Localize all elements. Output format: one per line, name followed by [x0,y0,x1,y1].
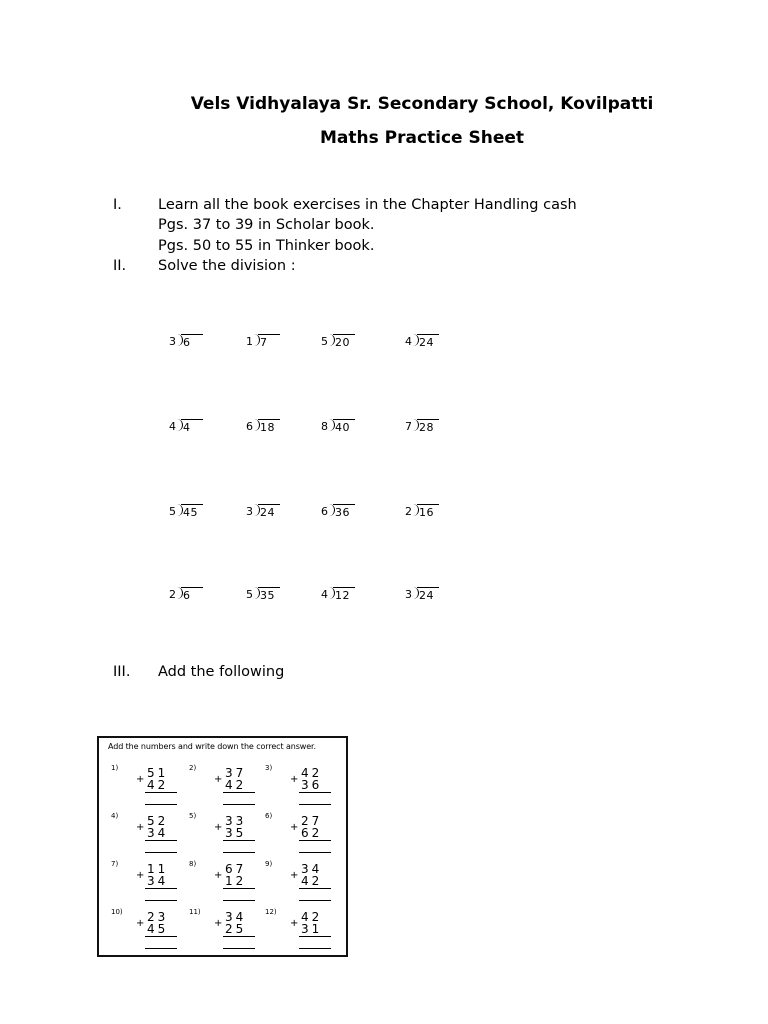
division-problem [243,334,283,350]
dividend: 18 [260,421,275,434]
problem-number: 9) [265,860,273,868]
division-problem [243,504,283,520]
answer-line-bottom [223,852,255,853]
addend-top: 67 [225,862,247,876]
answer-line-top [299,888,331,889]
division-problem [318,587,358,603]
problem-number: 6) [265,812,273,820]
divisor: 7 [405,420,412,433]
division-problem [243,587,283,603]
addend-top: 37 [225,766,247,780]
answer-line-bottom [145,852,177,853]
plus-sign: + [136,822,145,833]
answer-line-top [223,888,255,889]
plus-sign: + [290,918,299,929]
plus-sign: + [136,918,145,929]
addition-problem [265,860,335,904]
addition-problem [189,764,259,808]
question-1-line-3: Pgs. 50 to 55 in Thinker book. [158,238,375,254]
plus-sign: + [214,774,223,785]
plus-sign: + [290,870,299,881]
addend-bottom: 42 [301,874,323,888]
divisor: 2 [169,588,176,601]
divisor: 5 [321,335,328,348]
addend-bottom: 25 [225,922,247,936]
answer-line-bottom [145,804,177,805]
addend-top: 34 [225,910,247,924]
plus-sign: + [214,918,223,929]
dividend: 16 [419,506,434,519]
problem-number: 2) [189,764,197,772]
division-problem [318,334,358,350]
answer-line-bottom [223,804,255,805]
division-problem [318,504,358,520]
dividend: 40 [335,421,350,434]
addition-instruction: Add the numbers and write down the correct answer. [108,742,316,751]
dividend: 24 [419,589,434,602]
addend-bottom: 34 [147,874,169,888]
addend-top: 33 [225,814,247,828]
division-problem [402,419,442,435]
addend-bottom: 42 [147,778,169,792]
problem-number: 8) [189,860,197,868]
dividend: 45 [183,506,198,519]
answer-line-top [223,792,255,793]
addend-top: 42 [301,910,323,924]
sheet-title: Maths Practice Sheet [319,128,525,148]
answer-line-top [223,840,255,841]
answer-line-bottom [299,948,331,949]
division-problem [402,504,442,520]
addend-bottom: 42 [225,778,247,792]
question-3-number: III. [113,664,131,680]
answer-line-bottom [145,948,177,949]
division-problem [166,587,206,603]
divisor: 3 [405,588,412,601]
addition-problem [111,812,181,856]
problem-number: 11) [189,908,201,916]
division-problem [166,334,206,350]
addend-top: 52 [147,814,169,828]
dividend: 20 [335,336,350,349]
dividend: 6 [183,336,191,349]
plus-sign: + [290,774,299,785]
answer-line-top [299,792,331,793]
answer-line-bottom [299,852,331,853]
addend-bottom: 45 [147,922,169,936]
dividend: 12 [335,589,350,602]
addend-top: 42 [301,766,323,780]
question-1-line-2: Pgs. 37 to 39 in Scholar book. [158,217,375,233]
divisor: 6 [246,420,253,433]
addend-top: 23 [147,910,169,924]
division-problem [402,587,442,603]
divisor: 5 [246,588,253,601]
dividend: 24 [260,506,275,519]
addition-problem [265,812,335,856]
question-1-line-1: Learn all the book exercises in the Chapter Handling cash [158,197,577,213]
divisor: 8 [321,420,328,433]
division-problem [402,334,442,350]
question-1-number: I. [113,197,122,213]
divisor: 4 [169,420,176,433]
answer-line-top [299,936,331,937]
divisor: 6 [321,505,328,518]
divisor: 1 [246,335,253,348]
division-problem [318,419,358,435]
addition-problem [111,860,181,904]
answer-line-bottom [299,900,331,901]
divisor: 2 [405,505,412,518]
dividend: 7 [260,336,268,349]
addition-problem [111,908,181,952]
answer-line-top [145,840,177,841]
addition-problem [265,908,335,952]
answer-line-bottom [223,900,255,901]
problem-number: 7) [111,860,119,868]
divisor: 3 [169,335,176,348]
plus-sign: + [136,774,145,785]
addition-problem [189,860,259,904]
divisor: 4 [321,588,328,601]
dividend: 4 [183,421,191,434]
problem-number: 5) [189,812,197,820]
problem-number: 4) [111,812,119,820]
answer-line-bottom [223,948,255,949]
question-2-number: II. [113,258,127,274]
addend-bottom: 62 [301,826,323,840]
question-3-text: Add the following [158,664,285,680]
dividend: 36 [335,506,350,519]
school-title: Vels Vidhyalaya Sr. Secondary School, Kovilpatti [190,94,654,114]
dividend: 35 [260,589,275,602]
addend-bottom: 35 [225,826,247,840]
addend-bottom: 12 [225,874,247,888]
division-problem [243,419,283,435]
addend-top: 27 [301,814,323,828]
answer-line-top [223,936,255,937]
problem-number: 12) [265,908,277,916]
division-problem [166,504,206,520]
problem-number: 3) [265,764,273,772]
answer-line-top [145,936,177,937]
divisor: 4 [405,335,412,348]
addend-top: 34 [301,862,323,876]
dividend: 28 [419,421,434,434]
answer-line-top [299,840,331,841]
addend-top: 11 [147,862,169,876]
problem-number: 1) [111,764,119,772]
plus-sign: + [214,870,223,881]
question-2-text: Solve the division : [158,258,296,274]
plus-sign: + [136,870,145,881]
addition-problem [189,908,259,952]
addend-top: 51 [147,766,169,780]
plus-sign: + [290,822,299,833]
division-problem [166,419,206,435]
problem-number: 10) [111,908,123,916]
answer-line-bottom [299,804,331,805]
addition-problem [189,812,259,856]
plus-sign: + [214,822,223,833]
dividend: 6 [183,589,191,602]
answer-line-bottom [145,900,177,901]
answer-line-top [145,888,177,889]
addition-problem [265,764,335,808]
addend-bottom: 36 [301,778,323,792]
addend-bottom: 31 [301,922,323,936]
answer-line-top [145,792,177,793]
divisor: 5 [169,505,176,518]
divisor: 3 [246,505,253,518]
addition-worksheet [97,736,348,957]
addition-problem [111,764,181,808]
dividend: 24 [419,336,434,349]
addend-bottom: 34 [147,826,169,840]
